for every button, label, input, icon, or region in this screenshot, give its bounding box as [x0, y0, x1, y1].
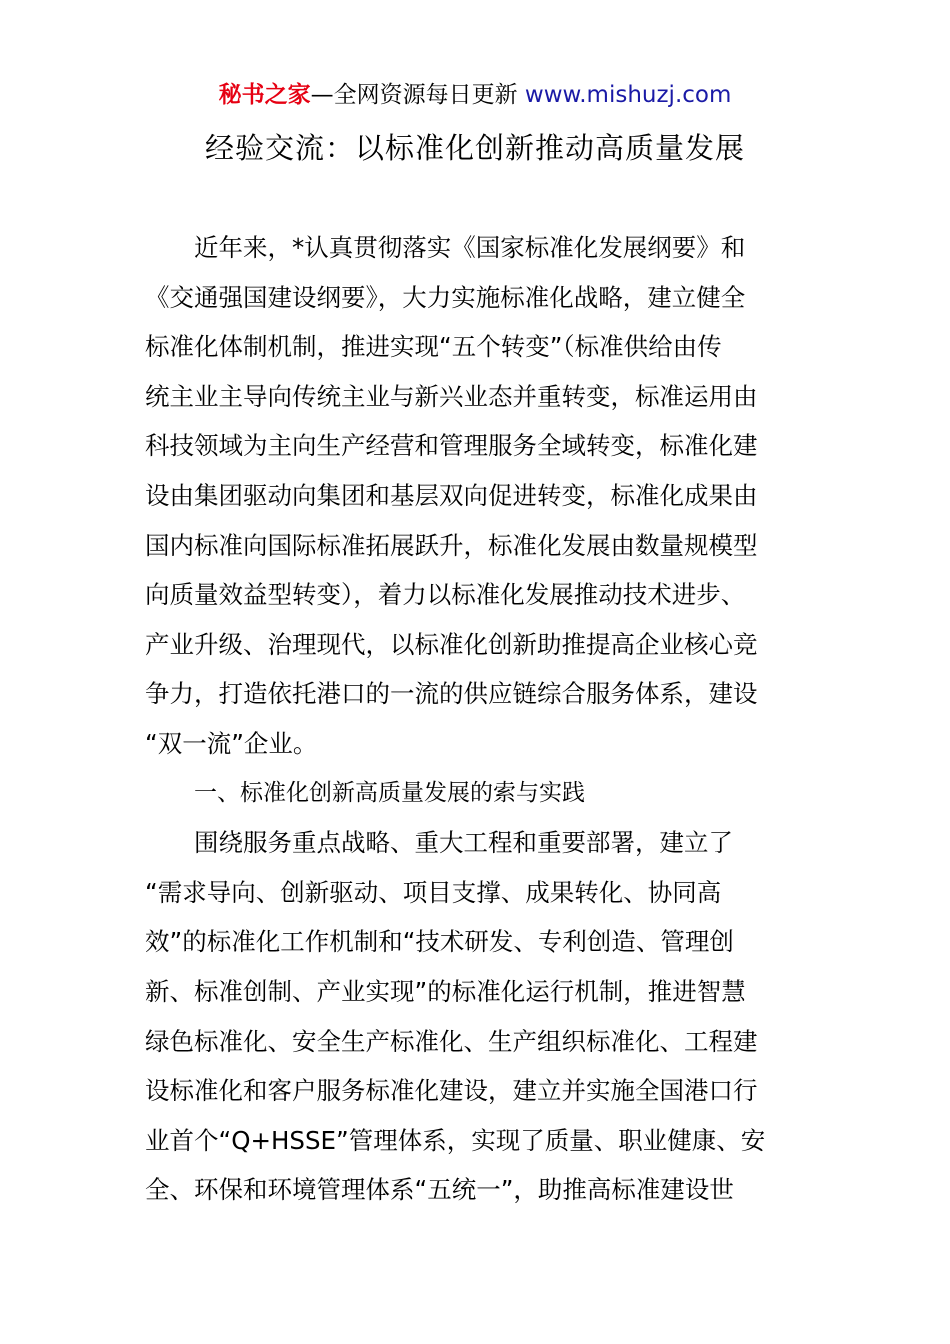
paragraph-line: 围绕服务重点战略、重大工程和重要部署，建立了 [194, 828, 733, 858]
document-title: 经验交流：以标准化创新推动高质量发展 [204, 131, 745, 165]
paragraph-line: 产业升级、治理现代，以标准化创新助推提高企业核心竞 [145, 629, 758, 659]
paragraph-line: “双一流”企业。 [145, 728, 318, 758]
section-heading: 一、标准化创新高质量发展的索与实践 [194, 779, 585, 806]
paragraph-line: 国内标准向国际标准拓展跃升，标准化发展由数量规模型 [145, 530, 758, 560]
paragraph-line: 新、标准创制、产业实现”的标准化运行机制，推进智慧 [145, 976, 746, 1006]
paragraph-line: 统主业主导向传统主业与新兴业态并重转变，标准运用由 [145, 381, 758, 411]
document-body [145, 223, 807, 1215]
site-tagline: —全网资源每日更新 [310, 82, 525, 108]
paragraph-line: 业首个“Q+HSSE”管理体系，实现了质量、职业健康、安 [145, 1125, 766, 1155]
paragraph-line: 设由集团驱动向集团和基层双向促进转变，标准化成果由 [145, 480, 758, 510]
paragraph-line: “需求导向、创新驱动、项目支撑、成果转化、协同高 [145, 877, 722, 907]
paragraph-line: 《交通强国建设纲要》，大力实施标准化战略，建立健全 [145, 282, 746, 312]
paragraph-line: 争力，打造依托港口的一流的供应链综合服务体系，建设 [145, 679, 758, 709]
paragraph-line: 科技领域为主向生产经营和管理服务全域转变，标准化建 [145, 431, 758, 461]
site-url-link[interactable]: www.mishuzj.com [524, 82, 732, 108]
site-header [0, 78, 950, 112]
site-name: 秘书之家 [218, 82, 311, 108]
paragraph-line: 标准化体制机制，推进实现“五个转变”（标准供给由传 [145, 332, 722, 362]
paragraph-line: 全、环保和环境管理体系“五统一”，助推高标准建设世 [145, 1175, 734, 1205]
paragraph-line: 近年来，*认真贯彻落实《国家标准化发展纲要》和 [194, 233, 746, 262]
paragraph-line: 效”的标准化工作机制和“技术研发、专利创造、管理创 [145, 927, 734, 957]
paragraph-line: 绿色标准化、安全生产标准化、生产组织标准化、工程建 [145, 1026, 758, 1056]
paragraph-line: 设标准化和客户服务标准化建设，建立并实施全国港口行 [145, 1076, 758, 1106]
paragraph-line: 向质量效益型转变），着力以标准化发展推动技术进步、 [145, 580, 746, 610]
